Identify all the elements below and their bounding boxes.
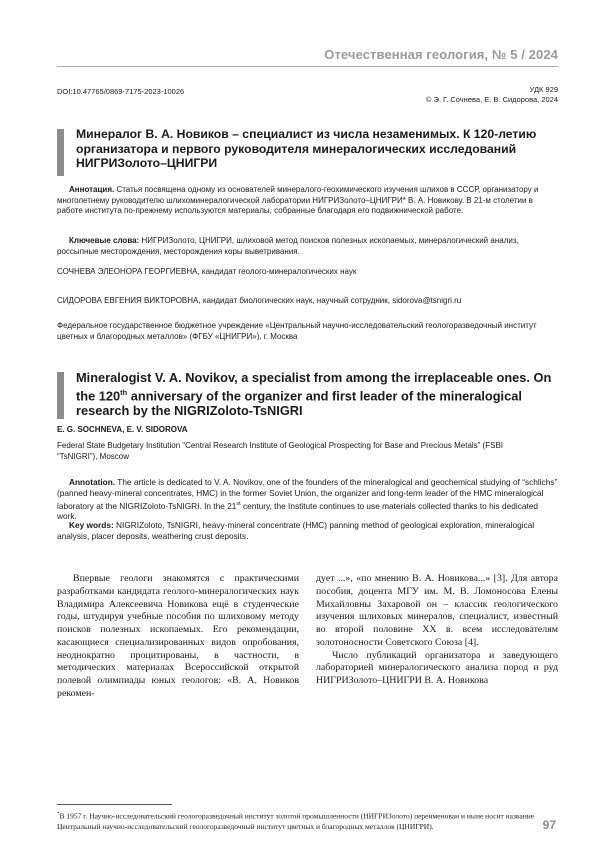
body-column-right bbox=[316, 573, 558, 688]
en-institution: Federal State Budgetary Institution “Central Research Institute of Geological Prospecting for Base and Precious Metals” (FSBI “TsNIGRI”), Moscow bbox=[57, 441, 503, 461]
en-title-part-a: Mineralogist V. A. Novikov, a specialist from among the irreplaceable ones. On the 120 bbox=[76, 370, 552, 404]
ru-keywords-label: Ключевые слова: bbox=[69, 236, 140, 245]
en-abstract-label: Annotation. bbox=[69, 477, 116, 487]
en-title-part-b: anniversary of the organizer and first leader of the mineralogical research by the NIGRIZoloto-TsNIGRI bbox=[76, 388, 522, 419]
ru-keywords bbox=[57, 236, 558, 257]
en-abstract-sup: st bbox=[236, 500, 241, 507]
en-abstract bbox=[57, 477, 558, 522]
en-authors: E. G. SOCHNEVA, E. V. SIDOROVA bbox=[57, 425, 188, 434]
en-keywords-label: Key words: bbox=[69, 520, 114, 530]
en-title-bar bbox=[57, 372, 64, 419]
ru-author-1: СОЧНЕВА ЭЛЕОНОРА ГЕОРГИЕВНА, кандидат геолого-минералогических наук bbox=[57, 267, 357, 276]
ru-title: Минералог В. А. Новиков – специалист из числа незаменимых. К 120-летию организатора и первого руководителя минералогических исследований НИГРИЗолото–ЦНИГРИ bbox=[76, 127, 537, 170]
en-keywords-text: NIGRIZoloto, TsNIGRI, heavy-mineral concentrate (HMC) panning method of geological exploration, mineralogical analysis, placer deposits, weathering crust deposits. bbox=[57, 520, 535, 541]
copyright: © Э. Г. Сочнева, Е. В. Сидорова, 2024 bbox=[425, 94, 558, 104]
ru-abstract-label: Аннотация. bbox=[69, 185, 115, 194]
footnote-divider bbox=[57, 804, 172, 805]
udk-code: УДК 929 bbox=[529, 85, 558, 94]
en-keywords bbox=[57, 520, 558, 542]
page-number: 97 bbox=[542, 818, 556, 832]
body-paragraph: дует ...», «по мнению В. А. Новикова...» [3]. Для автора пособия, доцента МГУ им. М. В. Ломоносова Елены Михайловны Захаровой он – классик геологического изучения шлиховых минералов, специалист, известный во второй половине XX в. всем исследователям золотоносности Советского Союза [4]. bbox=[316, 573, 558, 648]
ru-author-2: СИДОРОВА ЕВГЕНИЯ ВИКТОРОВНА, кандидат биологических наук, научный сотрудник, sidorova@tsnigri.ru bbox=[57, 296, 462, 305]
header-divider bbox=[57, 66, 558, 67]
ru-abstract bbox=[57, 185, 558, 217]
ru-title-bar bbox=[57, 129, 64, 176]
body-column-left bbox=[57, 573, 299, 701]
body-paragraph: Число публикаций организатора и заведующего лабораторией минералогического анализа пород и руд НИГРИЗолото–ЦНИГРИ В. А. Новикова bbox=[316, 649, 558, 686]
ru-keywords-text: НИГРИЗолото, ЦНИГРИ, шлиховой метод поисков полезных ископаемых, минералогический анализ, россыпные месторождения, месторождения коры выветривания. bbox=[57, 236, 519, 256]
en-abstract-text-a: The article is dedicated to V. A. Novikov, one of the founders of the mineralogical and geochemical studying of “schlichs” (panned heavy-mineral concentrates, HMC) in the former Soviet Union, the organizer and long-term leader of the HMC mineralogical laboratory at the NIGRIZoloto-TsNIGRI. In the 21 bbox=[57, 477, 558, 511]
en-title-sup: th bbox=[120, 388, 128, 397]
doi: DOI:10.47765/0869-7175-2023-10026 bbox=[57, 87, 185, 96]
footnote-mark: * bbox=[57, 812, 60, 817]
journal-header: Отечественная геология, № 5 / 2024 bbox=[324, 47, 558, 62]
udk-block bbox=[426, 85, 558, 104]
ru-institution: Федеральное государственное бюджетное учреждение «Центральный научно-исследовательский геологоразведочный институт цветных и благородных металлов» (ФГБУ «ЦНИГРИ»), г. Москва bbox=[57, 321, 537, 341]
en-title bbox=[76, 370, 566, 418]
footnote-text: В 1957 г. Научно-исследовательский геологоразведочный институт золотой промышленности (НИГРИЗолото) переименован и ныне носит название Центральный научно-исследовательский геологоразведочный институт цветных и благородных металлов (ЦНИГРИ). bbox=[57, 811, 535, 831]
ru-abstract-text: Статья посвящена одному из основателей минералого-геохимического изучения шлихов в СССР, организатору и многолетнему руководителю шлихоминералогической лаборатории НИГРИЗолото–ЦНИГРИ* В. А. Новикову. В 21-м столетии в работе института по-прежнему используются материалы, собранные благодаря его подвижнической работе. bbox=[57, 185, 539, 216]
footnote bbox=[57, 810, 558, 832]
body-paragraph: Впервые геологи знакомятся с практическими разработками кандидата геолого-минералогических наук Владимира Алексеевича Новикова ещё в студенческие годы, штудируя учебные пособия по шлиховому методу поисков полезных ископаемых. Его рекомендации, касающиеся специализированных видов опробования, неоднократно процитированы, в частности, в методических материалах Всероссийской открытой полевой олимпиады юных геологов: «В. А. Новиков рекомен- bbox=[57, 573, 299, 699]
en-abstract-text-b: century, the Institute continues to use materials collected thanks to his dedicated work. bbox=[57, 500, 538, 522]
